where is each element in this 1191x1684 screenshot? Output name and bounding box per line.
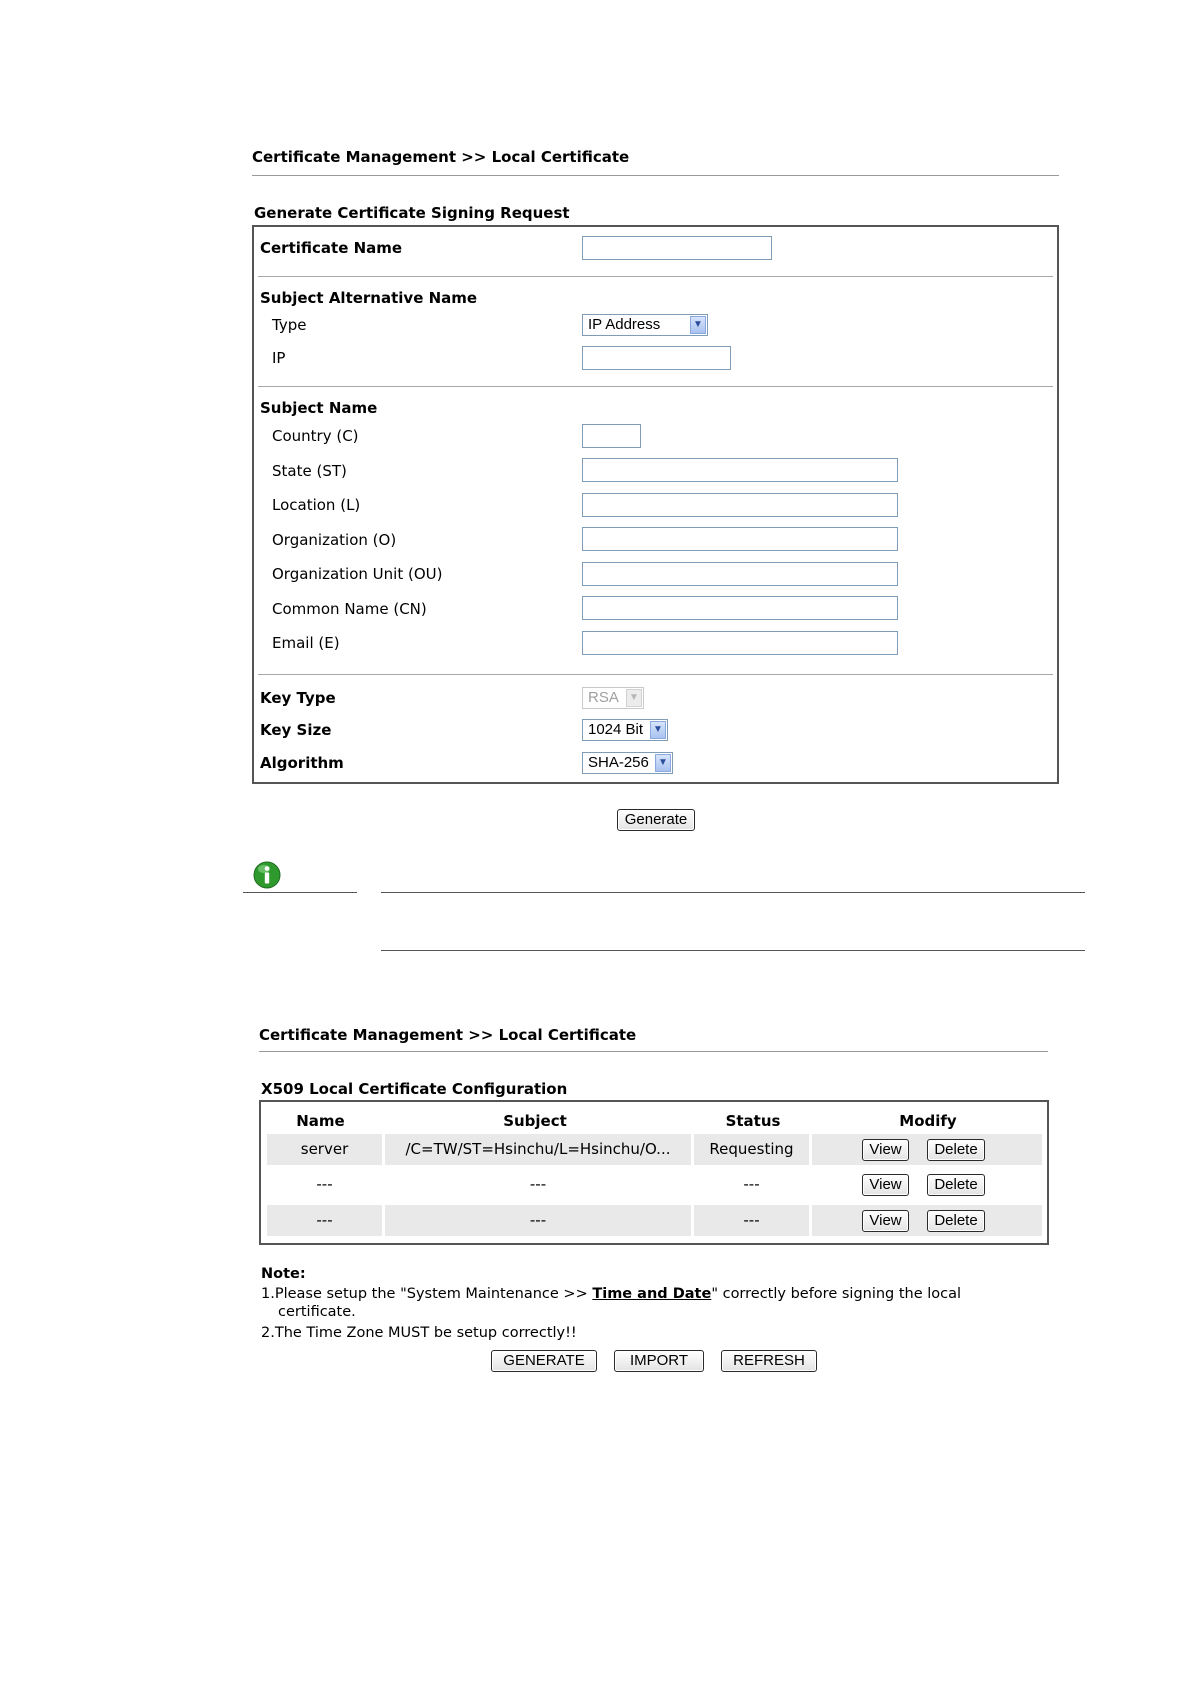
column-header-name: Name — [296, 1112, 345, 1130]
section-title: Generate Certificate Signing Request — [254, 204, 570, 222]
location-label: Location (L) — [272, 496, 361, 514]
generate-button[interactable]: Generate — [617, 809, 695, 831]
note-item-1 — [261, 1286, 1021, 1303]
chevron-down-icon: ▼ — [690, 316, 706, 334]
state-input[interactable] — [582, 458, 898, 482]
certificate-name-label: Certificate Name — [260, 239, 403, 257]
common-name-input[interactable] — [582, 596, 898, 620]
state-label: State (ST) — [272, 462, 347, 480]
email-label: Email (E) — [272, 634, 340, 652]
type-select-value: IP Address — [588, 316, 661, 333]
cell-name: --- — [267, 1169, 382, 1200]
ip-label: IP — [272, 349, 286, 367]
cell-name: server — [267, 1134, 382, 1165]
note-2-number: 2. — [261, 1325, 275, 1341]
organization-label: Organization (O) — [272, 531, 397, 549]
key-size-select[interactable] — [582, 719, 668, 741]
algorithm-label: Algorithm — [260, 754, 344, 772]
key-type-label: Key Type — [260, 689, 336, 707]
breadcrumb-divider — [252, 175, 1059, 176]
import-button[interactable]: IMPORT — [614, 1350, 704, 1372]
note-1-text: Please setup the "System Maintenance >> — [274, 1286, 593, 1302]
cell-status: --- — [694, 1169, 809, 1200]
chevron-down-icon: ▼ — [650, 721, 666, 739]
column-header-modify: Modify — [899, 1112, 957, 1130]
divider — [258, 386, 1053, 387]
generate-cert-button[interactable]: GENERATE — [491, 1350, 597, 1372]
org-unit-input[interactable] — [582, 562, 898, 586]
type-label: Type — [272, 316, 307, 334]
delete-button[interactable]: Delete — [927, 1139, 985, 1161]
note-1-text-end: " correctly before signing the local — [711, 1286, 962, 1302]
key-size-label: Key Size — [260, 721, 332, 739]
info-divider — [381, 892, 1085, 893]
key-type-value: RSA — [588, 689, 619, 706]
san-label: Subject Alternative Name — [260, 289, 478, 307]
org-unit-label: Organization Unit (OU) — [272, 565, 443, 583]
note-1-line2: certificate. — [278, 1304, 356, 1320]
key-size-value: 1024 Bit — [588, 721, 644, 738]
delete-button[interactable]: Delete — [927, 1174, 985, 1196]
cell-subject: /C=TW/ST=Hsinchu/L=Hsinchu/O... — [385, 1134, 691, 1165]
certificate-name-input[interactable] — [582, 236, 772, 260]
divider — [258, 674, 1053, 675]
note-item-2 — [261, 1325, 577, 1342]
time-and-date-link[interactable]: Time and Date — [592, 1286, 712, 1302]
column-header-status: Status — [725, 1112, 781, 1130]
delete-button[interactable]: Delete — [927, 1210, 985, 1232]
country-input[interactable] — [582, 424, 641, 448]
location-input[interactable] — [582, 493, 898, 517]
refresh-button[interactable]: REFRESH — [721, 1350, 817, 1372]
view-button[interactable]: View — [862, 1210, 909, 1232]
chevron-down-icon: ▼ — [655, 754, 671, 772]
breadcrumb: Certificate Management >> Local Certificate — [252, 148, 630, 166]
cell-status: Requesting — [694, 1134, 809, 1165]
key-type-select — [582, 687, 644, 709]
organization-input[interactable] — [582, 527, 898, 551]
cell-subject: --- — [385, 1205, 691, 1236]
country-label: Country (C) — [272, 427, 359, 445]
csr-form-panel — [252, 225, 1059, 784]
cell-name: --- — [267, 1205, 382, 1236]
view-button[interactable]: View — [862, 1174, 909, 1196]
info-divider — [381, 950, 1085, 951]
info-icon — [253, 861, 281, 889]
section-title: X509 Local Certificate Configuration — [261, 1080, 568, 1098]
note-1-number: 1. — [261, 1286, 275, 1302]
cell-status: --- — [694, 1205, 809, 1236]
algorithm-select[interactable] — [582, 752, 673, 774]
ip-input[interactable] — [582, 346, 731, 370]
note-title: Note: — [261, 1266, 306, 1282]
column-header-subject: Subject — [503, 1112, 567, 1130]
cell-subject: --- — [385, 1169, 691, 1200]
chevron-down-icon: ▼ — [626, 689, 642, 707]
email-input[interactable] — [582, 631, 898, 655]
algorithm-value: SHA-256 — [588, 754, 649, 771]
subject-name-label: Subject Name — [260, 399, 378, 417]
note-2-text: The Time Zone MUST be setup correctly!! — [274, 1325, 577, 1341]
info-divider — [243, 892, 357, 893]
divider — [258, 276, 1053, 277]
breadcrumb-divider — [259, 1051, 1048, 1052]
common-name-label: Common Name (CN) — [272, 600, 427, 618]
type-select[interactable] — [582, 314, 708, 336]
breadcrumb: Certificate Management >> Local Certificate — [259, 1026, 637, 1044]
view-button[interactable]: View — [862, 1139, 909, 1161]
certificate-table — [259, 1100, 1049, 1245]
